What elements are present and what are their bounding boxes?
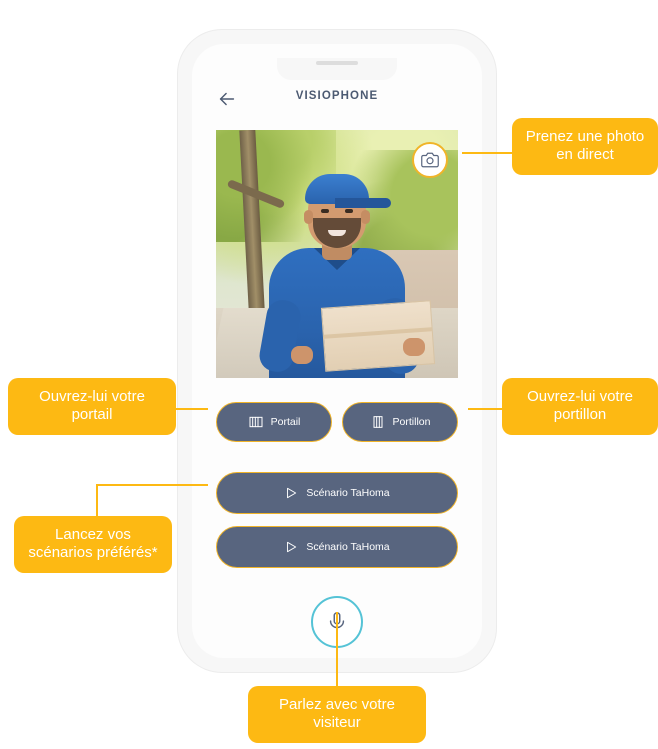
phone-mockup (178, 30, 496, 672)
person-ear-right (361, 210, 370, 224)
leader-line-scenarios-horizontal (96, 484, 208, 486)
camera-icon[interactable] (412, 142, 448, 178)
leader-line-portillon (468, 408, 504, 410)
callout-scenarios: Lancez vos scénarios préférés* (14, 516, 172, 573)
leader-line-portail (176, 408, 208, 410)
person-cap-brim (335, 198, 391, 208)
gate-button[interactable] (216, 402, 332, 442)
phone-screen (192, 44, 482, 658)
leader-line-photo (462, 152, 514, 154)
callout-parler: Parlez avec votre visiteur (248, 686, 426, 743)
app-header (192, 82, 482, 120)
play-icon (284, 540, 298, 554)
scenario-button-1[interactable] (216, 472, 458, 514)
callout-photo: Prenez une photo en direct (512, 118, 658, 175)
gate-buttons-row (216, 402, 458, 442)
phone-speaker (316, 61, 358, 65)
garage-door-icon (248, 414, 264, 430)
leader-line-scenarios-vertical (96, 484, 98, 516)
live-video-feed[interactable] (216, 130, 458, 378)
scenario-row-1 (216, 472, 458, 514)
person-eye-left (321, 209, 329, 213)
scenario-row-2 (216, 526, 458, 568)
scenario-button-2-label: Scénario TaHoma (306, 541, 390, 553)
scenario-button-1-label: Scénario TaHoma (306, 487, 390, 499)
callout-portail: Ouvrez-lui votre portail (8, 378, 176, 435)
person-eye-right (345, 209, 353, 213)
person-hand-right (403, 338, 425, 356)
callout-portillon: Ouvrez-lui votre portillon (502, 378, 658, 435)
gate-door-icon (370, 414, 386, 430)
pedestrian-gate-button-label: Portillon (392, 416, 431, 428)
pedestrian-gate-button[interactable] (342, 402, 458, 442)
person-ear-left (304, 210, 313, 224)
parcel-box (321, 300, 435, 372)
gate-button-label: Portail (270, 416, 301, 428)
page-title: VISIOPHONE (295, 90, 379, 102)
play-icon (284, 486, 298, 500)
scenario-button-2[interactable] (216, 526, 458, 568)
leader-line-parler (336, 612, 338, 686)
person-hand-left (291, 346, 313, 364)
